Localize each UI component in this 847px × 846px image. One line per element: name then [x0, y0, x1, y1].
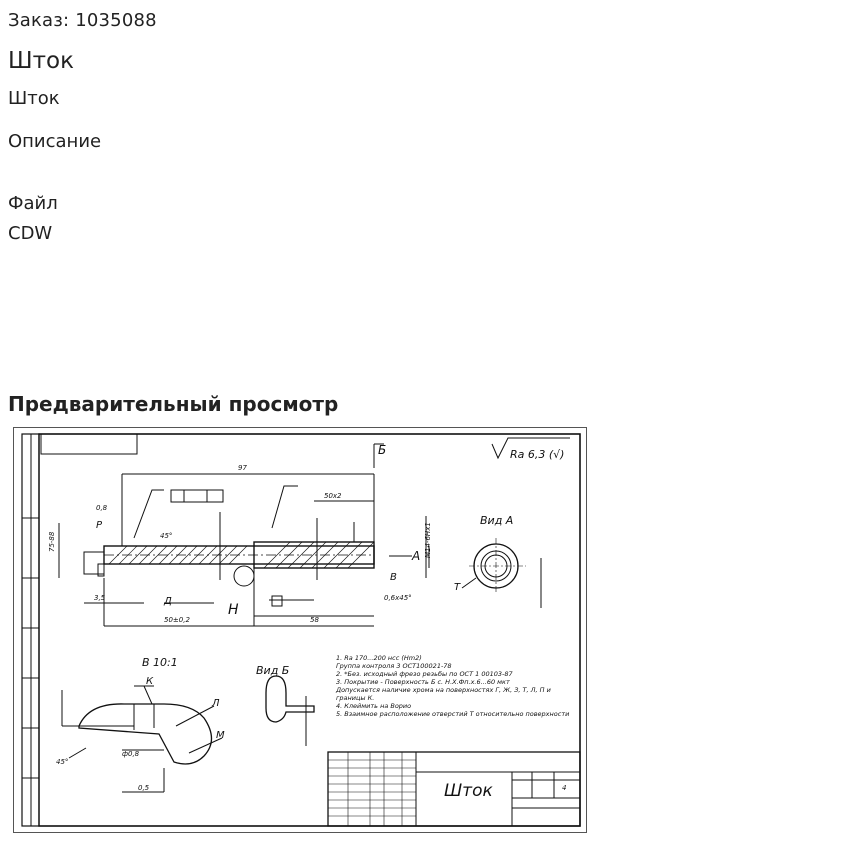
- file-label: Файл: [8, 193, 58, 214]
- mark-l-label: Л: [212, 698, 220, 709]
- dimension-text: 45°: [160, 532, 173, 540]
- product-subtitle: Шток: [8, 88, 60, 109]
- mark-v-label: В: [390, 572, 397, 583]
- dimension-text: 0,6x45°: [384, 594, 412, 602]
- dimension-text: 97: [238, 464, 247, 472]
- mark-m-label: М: [216, 730, 225, 741]
- dimension-text: 45°: [56, 758, 69, 766]
- mark-n-label: Н: [228, 602, 239, 618]
- note-line: 2. *Без. исходный фрезо резьбы по ОСТ 1 00103-87: [336, 670, 513, 678]
- arrow-a-label: А: [412, 549, 421, 563]
- mark-t-label: Т: [454, 582, 461, 593]
- preview-heading: Предварительный просмотр: [8, 392, 339, 416]
- section-b-label: Б: [378, 443, 387, 457]
- note-line: Допускается наличие хрома на поверхностях Г, Ж, З, Т, Л, П и: [336, 686, 551, 694]
- note-line: 1. Ra 170...200 нсс (Hm2): [336, 654, 422, 662]
- roughness-label: Ra 6,3 (√): [510, 448, 565, 461]
- dimension-text: 4: [562, 784, 567, 792]
- title-block-name: Шток: [444, 781, 493, 801]
- dimension-text: M14-6Hx1: [424, 522, 432, 558]
- view-a-label: Вид А: [480, 514, 514, 527]
- technical-drawing: [14, 428, 586, 832]
- dimension-text: 50x2: [324, 492, 342, 500]
- view-b-label: Вид Б: [256, 664, 290, 677]
- description-label: Описание: [8, 131, 102, 152]
- order-number: Заказ: 1035088: [8, 10, 157, 31]
- dimension-text: ф0,8: [122, 750, 140, 758]
- file-format-value[interactable]: CDW: [8, 223, 53, 244]
- note-line: 3. Покрытие - Поверхность Б с. Н.Х.Фп.х.6...60 мкт: [336, 678, 510, 686]
- dimension-text: 0,5: [138, 784, 150, 792]
- dimension-text: 3,5: [94, 594, 106, 602]
- note-line: Группа контроля 3 ОСТ100021-78: [336, 662, 452, 670]
- dimension-text: 58: [310, 616, 319, 624]
- preview-image[interactable]: [13, 427, 587, 833]
- product-title: Шток: [8, 48, 74, 74]
- detail-label: В 10:1: [142, 656, 178, 669]
- note-line: 5. Взаимное расположение отверстий Т относительно поверхности: [336, 710, 570, 718]
- dimension-text: 75-88: [48, 531, 56, 552]
- mark-d-label: Д: [164, 596, 172, 607]
- note-line: 4. Клеймить на Ворио: [336, 702, 412, 710]
- mark-k-label: К: [146, 676, 154, 687]
- note-line: границы К.: [336, 694, 375, 702]
- dimension-text: 50±0,2: [164, 616, 190, 624]
- dimension-text: 0,8: [96, 504, 108, 512]
- mark-r-label: Р: [96, 520, 103, 531]
